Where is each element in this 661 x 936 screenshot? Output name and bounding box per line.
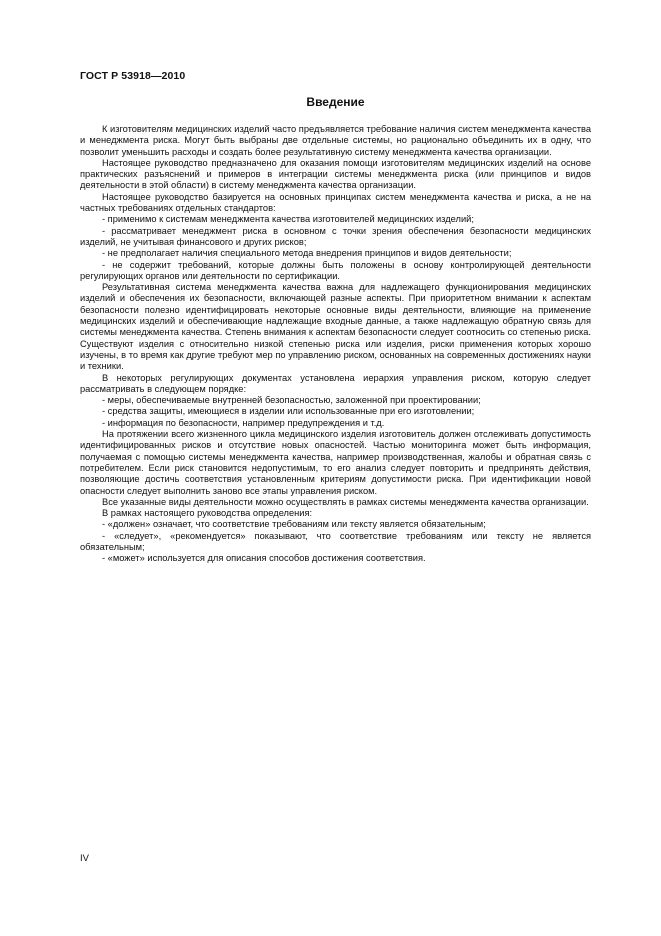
list-item: - применимо к системам менеджмента качества изготовителей медицинских изделий; <box>102 214 474 225</box>
list-item: - рассматривает менеджмент риска в основном с точки зрения обеспечения безопасности медицинских изделий, не учитывая финансового и других рисков; <box>80 225 591 247</box>
document-header: ГОСТ Р 53918—2010 <box>80 70 186 82</box>
paragraph: В некоторых регулирующих документах установлена иерархия управления риском, которую следует рассматривать в следующем порядке: <box>80 372 591 394</box>
document-body <box>80 124 591 565</box>
list-item: - не предполагает наличия специального метода внедрения принципов и видов деятельности; <box>102 248 512 259</box>
list-item: - не содержит требований, которые должны быть положены в основу контролирующей деятельности регулирующих органов или деятельности по сертификации. <box>80 259 591 281</box>
list-item: - средства защиты, имеющиеся в изделии или использованные при его изготовлении; <box>102 406 475 417</box>
paragraph: Результативная система менеджмента качества важна для надлежащего функционирования медицинских изделий и обеспечения их безопасности, включающей разные аспекты. При приоритетном внимании к аспектам безопасности полезно идентифицировать некоторые основные виды деятельности, влияющие на применение медицинских изделий и обеспечивающие надлежащие входные данные, а также надлежащую обратную связь для системы менеджмента качества. Степень внимания к аспектам безопасности следует соотносить со степенью риска. Существуют изделия с относительно низкой степенью риска или изделия, риски применения которых хорошо изучены, в то время как другие требуют мер по управлению риском, основанных на современных достижениях науки и техники. <box>80 282 591 372</box>
list-item: - «следует», «рекомендуется» показывают, что соответствие требованиям или тексту не является обязательным; <box>80 530 591 552</box>
paragraph: Все указанные виды деятельности можно осуществлять в рамках системы менеджмента качества организации. <box>102 496 589 507</box>
list-item: - «может» используется для описания способов достижения соответствия. <box>102 553 426 564</box>
page-number: IV <box>80 853 89 864</box>
page-title: Введение <box>306 95 365 109</box>
paragraph: На протяжении всего жизненного цикла медицинского изделия изготовитель должен отслеживать допустимость идентифицированных рисков и отсутствие новых опасностей. Частью мониторинга может быть информация, получаемая с помощью системы менеджмента качества, например производственная, жалобы и обратная связь с потребителем. Если риск становится недопустимым, то его анализ следует повторить и предпринять действия, позволяющие достичь соответствия установленным критериям допустимости риска. При идентификации новой опасности следует выполнить заново все этапы управления риском. <box>80 429 591 496</box>
paragraph: Настоящее руководство базируется на основных принципах систем менеджмента качества и риска, а не на частных требованиях отдельных стандартов: <box>80 191 591 214</box>
list-item: - меры, обеспечиваемые внутренней безопасностью, заложенной при проектировании; <box>102 395 481 406</box>
paragraph: В рамках настоящего руководства определения: <box>102 508 313 519</box>
list-item: - информация по безопасности, например предупреждения и т.д. <box>102 417 385 428</box>
list-item: - «должен» означает, что соответствие требованиям или тексту является обязательным; <box>102 519 486 530</box>
paragraph: Настоящее руководство предназначено для оказания помощи изготовителям медицинских изделий на основе практических разъяснений и примеров в интеграции системы менеджмента риска (или принципов и видов деятельности в этой области) в систему менеджмента качества организации. <box>80 157 591 191</box>
paragraph: К изготовителям медицинских изделий часто предъявляется требование наличия систем менеджмента качества и менеджмента риска. Могут быть выбраны две отдельные системы, но рационально объединить их в одну, что позволит уменьшить расходы и создать более результативную систему менеджмента качества организации. <box>80 124 591 157</box>
